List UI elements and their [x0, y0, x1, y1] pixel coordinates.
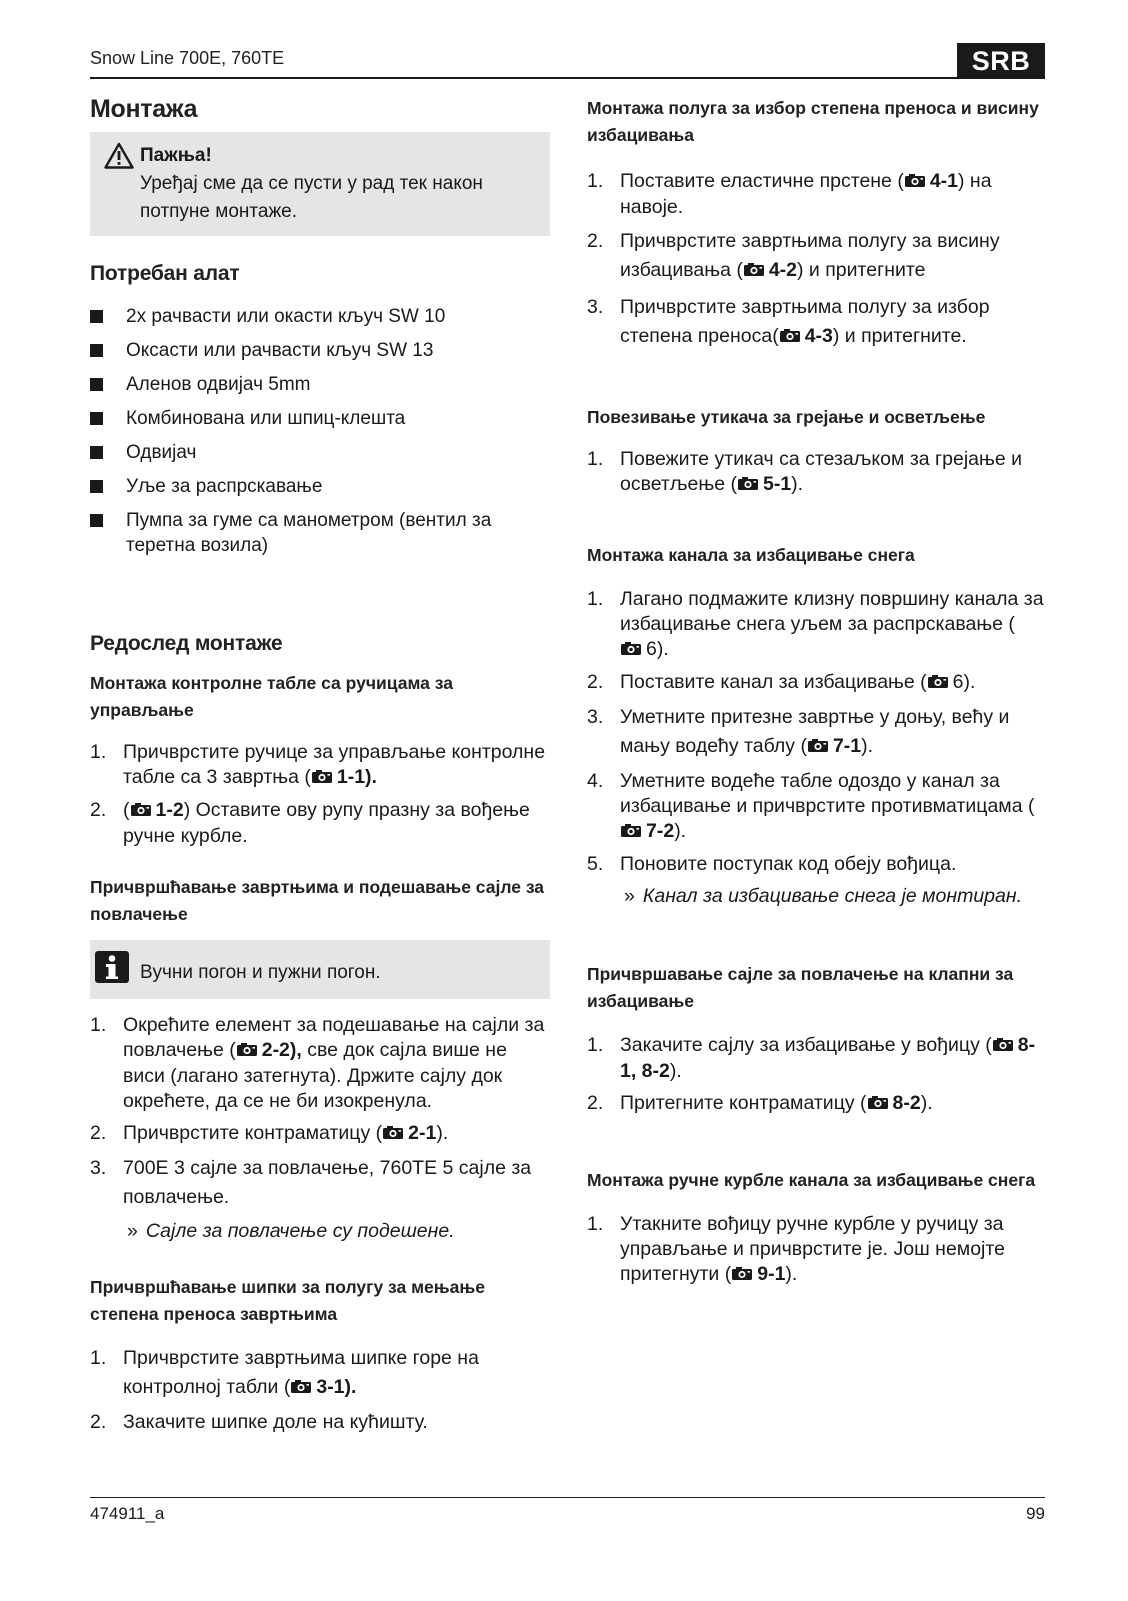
step-number: 1.: [587, 1213, 604, 1235]
result-cable: » Сајле за повлачење су подешене.: [127, 1220, 455, 1242]
step-text: ).: [920, 1092, 933, 1114]
step-number: 2.: [90, 1411, 107, 1433]
tools-heading: Потребан алат: [90, 262, 240, 285]
figure-number: 1-1: [336, 766, 366, 788]
camera-icon: [731, 1263, 753, 1288]
step-text: Утакните вођицу ручне курбле у ручицу за управљање и причврстите је. Још немојте притегнути (: [620, 1213, 1005, 1285]
camera-icon: [927, 671, 949, 696]
figure-number: 6: [952, 671, 964, 693]
figure-reference: [236, 1039, 290, 1061]
step-item: [587, 670, 1045, 696]
header-divider: [90, 77, 1045, 79]
figure-reference: [867, 1092, 921, 1114]
step-text: ).: [436, 1122, 449, 1144]
figure-reference: [779, 325, 833, 347]
step-number: 2.: [587, 230, 604, 252]
figure-reference: [743, 259, 797, 281]
result-chute: » Канал за избацивање снега је монтиран.: [624, 885, 1023, 907]
figure-number: 9-1: [757, 1263, 786, 1285]
tool-item-text: Пумпа за гуме са манометром (вентил за теретна возила): [126, 510, 492, 556]
step-text: Поставите еластичне прстене (: [620, 170, 904, 192]
figure-reference: [382, 1122, 436, 1144]
step-number: 5.: [587, 853, 604, 875]
page-title: Монтажа: [90, 95, 198, 123]
step-item: [587, 447, 1045, 498]
bold-text: ).: [344, 1376, 357, 1398]
bullet-square-icon: [90, 378, 103, 391]
figure-number: 7-1: [832, 735, 862, 757]
document-header-title: Snow Line 700E, 760TE: [90, 48, 285, 68]
step-text: Закачите сајлу за избацивање у вођицу (: [620, 1034, 992, 1056]
camera-icon: [382, 1122, 404, 1147]
figure-reference: [737, 473, 791, 495]
step-text: Причврстите завртњима полугу за висину избацивања (: [620, 230, 1000, 281]
steps-flap: [587, 1033, 1045, 1117]
info-text: Вучни погон и пужни погон.: [140, 962, 381, 983]
step-item: [587, 1212, 1045, 1288]
tool-item: [90, 440, 550, 465]
step-text: Поставите канал за избацивање (: [620, 671, 927, 693]
bold-text: ).: [365, 766, 377, 788]
step-text: Закачите шипке доле на кућишту.: [123, 1411, 428, 1433]
camera-icon: [290, 1374, 312, 1403]
figure-number: 5-1: [762, 473, 792, 495]
camera-icon: [807, 733, 829, 762]
camera-icon: [620, 820, 642, 845]
step-number: 1.: [587, 448, 604, 470]
figure-reference: [620, 820, 674, 842]
steps-chute: [587, 587, 1045, 877]
step-item: [587, 169, 1045, 220]
figure-number: 6: [646, 638, 657, 660]
step-text: ).: [669, 1060, 682, 1082]
steps-rods: [90, 1344, 550, 1435]
figure-number: 1-2: [155, 799, 184, 821]
bullet-square-icon: [90, 446, 103, 459]
steps-panel: [90, 740, 550, 849]
page-number: 99: [1026, 1504, 1045, 1523]
sequence-heading: Редослед монтаже: [90, 632, 283, 655]
figure-reference: [620, 638, 657, 660]
step-text: ).: [791, 473, 804, 495]
section-heading-chute: Монтажа канала за избацивање снега: [587, 545, 915, 565]
figure-number: 8-2: [892, 1092, 921, 1114]
bullet-square-icon: [90, 310, 103, 323]
tool-item: [90, 372, 550, 397]
camera-icon: [311, 766, 333, 791]
steps-crank: [587, 1212, 1045, 1288]
warning-icon: [104, 142, 140, 226]
figure-number: 4-1: [929, 170, 959, 192]
bullet-square-icon: [90, 480, 103, 493]
tool-item-text: Комбинована или шпиц-клешта: [126, 408, 406, 429]
camera-icon: [904, 170, 926, 195]
steps-levers: [587, 169, 1045, 352]
section-heading-cable: Причвршћавање завртњима и подешавање сајле за повлачење: [90, 877, 545, 924]
step-text: Окрећите елемент за подешавање на сајли за повлачење (: [123, 1014, 545, 1061]
step-number: 1.: [90, 1014, 107, 1036]
figure-number: 2-2: [261, 1039, 290, 1061]
step-text: Поновите поступак код обеју вођица.: [620, 853, 957, 875]
figure-number: 3-1: [316, 1376, 345, 1398]
camera-icon: [779, 323, 801, 352]
tool-item-text: Аленов одвијач 5mm: [126, 374, 311, 395]
info-box: [90, 940, 550, 999]
step-number: 1.: [587, 588, 604, 610]
step-item: [587, 852, 1045, 877]
step-item: [587, 1091, 1045, 1117]
figure-number: 4-2: [768, 259, 798, 281]
step-text: (: [123, 799, 130, 821]
step-number: 4.: [587, 770, 604, 792]
section-heading-rods: Причвршћавање шипки за полугу за мењање степена преноса завртњима: [90, 1277, 485, 1324]
bullet-square-icon: [90, 344, 103, 357]
section-heading-levers: Монтажа полуга за избор степена преноса и висину избацивања: [587, 98, 1039, 145]
figure-reference: [130, 799, 184, 821]
step-text: све док сајла више не виси (лагано затегнута). Држите сајлу док окрећете, да се не би изокренула.: [123, 1039, 507, 1112]
step-text: ) и притегните.: [832, 325, 967, 347]
info-icon: [94, 950, 140, 989]
figure-reference: [311, 766, 365, 788]
figure-reference: [904, 170, 958, 192]
tool-item-text: Оксасти или рачвасти кључ SW 13: [126, 340, 434, 361]
bold-text: 8-1, 8-2: [620, 1034, 1036, 1082]
tool-item-text: Уље за распрскавање: [126, 476, 323, 497]
step-text: ).: [656, 638, 669, 660]
step-item: [90, 798, 550, 849]
tool-item: [90, 406, 550, 431]
figure-number: 4-3: [804, 325, 833, 347]
step-text: Повежите утикач са стезаљком за грејање и осветљење (: [620, 448, 1023, 495]
step-item: [90, 1410, 550, 1435]
step-item: [90, 740, 550, 791]
step-number: 3.: [90, 1157, 107, 1179]
bold-text: ),: [289, 1039, 302, 1061]
tools-list: [90, 304, 550, 558]
figure-reference: [927, 671, 964, 693]
section-heading-plug: Повезивање утикача за грејање и осветљење: [587, 407, 986, 427]
step-text: Причврстите контраматицу (: [123, 1122, 383, 1144]
section-heading-panel: Монтажа контролне табле са ручицама за управљање: [90, 673, 453, 720]
step-text: ).: [674, 820, 687, 842]
document-id: 474911_a: [90, 1504, 165, 1523]
step-text: ).: [785, 1263, 798, 1285]
step-text: Причврстите завртњима полугу за избор степена преноса(: [620, 296, 990, 347]
figure-number: 2-1: [408, 1122, 437, 1144]
camera-icon: [236, 1039, 258, 1064]
tool-item: [90, 474, 550, 499]
step-item: [587, 1033, 1045, 1084]
section-heading-flap: Причвршавање сајле за повлачење на клапни за избацивање: [587, 964, 1014, 1011]
steps-cable: [90, 1013, 550, 1212]
step-text: Лагано подмажите клизну површину канала за избацивање снега уљем за распрскавање (: [620, 588, 1044, 635]
step-item: [587, 293, 1045, 352]
step-number: 1.: [90, 1347, 107, 1369]
figure-reference: [807, 735, 861, 757]
step-number: 2.: [587, 671, 604, 693]
bullet-square-icon: [90, 514, 103, 527]
right-column: [587, 95, 1045, 1295]
warning-box: [90, 132, 550, 236]
step-item: [90, 1154, 550, 1212]
language-badge: SRB: [957, 43, 1045, 79]
step-number: 1.: [587, 1034, 604, 1056]
camera-icon: [867, 1092, 889, 1117]
step-text: Причврстите ручице за управљање контролне табле са 3 завртња (: [123, 741, 546, 788]
steps-plug: [587, 447, 1045, 498]
step-number: 2.: [90, 799, 107, 821]
step-number: 1.: [587, 170, 604, 192]
figure-reference: [731, 1263, 785, 1285]
step-item: [587, 587, 1045, 663]
step-item: [90, 1013, 550, 1114]
step-item: [90, 1344, 550, 1403]
warning-text: Уређај сме да се пусти у рад тек након потпуне монтаже.: [140, 173, 483, 222]
camera-icon: [743, 257, 765, 286]
warning-title: Пажња!: [140, 145, 212, 166]
camera-icon: [992, 1034, 1014, 1059]
step-text: ) на навоје.: [620, 170, 992, 218]
figure-reference: [290, 1376, 344, 1398]
figure-number: 7-2: [646, 820, 675, 842]
step-text: 700E 3 сајле за повлачење, 760TE 5 сајле за повлачење.: [123, 1157, 532, 1208]
step-text: Причврстите завртњима шипке горе на контролној табли (: [123, 1347, 479, 1398]
step-text: ).: [963, 671, 976, 693]
step-item: [90, 1121, 550, 1147]
step-text: Уметните водеће табле одоздо у канал за избацивање и причврстите противматицама (: [620, 770, 1035, 817]
step-text: Уметните притезне завртње у доњу, већу и мању водећу таблу (: [620, 706, 1010, 757]
step-item: [587, 227, 1045, 286]
camera-icon: [130, 799, 152, 824]
step-text: ).: [861, 735, 874, 757]
footer-divider: [90, 1497, 1045, 1498]
step-text: ) и притегните: [797, 259, 926, 281]
tool-item: [90, 508, 550, 558]
tool-item: [90, 304, 550, 329]
left-column: [90, 95, 550, 1442]
step-number: 1.: [90, 741, 107, 763]
step-number: 2.: [90, 1122, 107, 1144]
tool-item: [90, 338, 550, 363]
result-cable-text: Сајле за повлачење су подешене.: [145, 1220, 455, 1242]
step-number: 3.: [587, 296, 604, 318]
step-text: ) Оставите ову рупу празну за вођење ручне курбле.: [123, 799, 530, 847]
step-number: 3.: [587, 706, 604, 728]
camera-icon: [737, 473, 759, 498]
step-item: [587, 703, 1045, 762]
result-chute-text: Канал за избацивање снега је монтиран.: [642, 885, 1023, 907]
section-heading-crank: Монтажа ручне курбле канала за избацивање снега: [587, 1170, 1036, 1190]
step-text: Притегните контраматицу (: [620, 1092, 867, 1114]
step-item: [587, 769, 1045, 845]
bullet-square-icon: [90, 412, 103, 425]
tool-item-text: Одвијач: [126, 442, 197, 463]
camera-icon: [620, 638, 642, 663]
tool-item-text: 2x рачвасти или окасти кључ SW 10: [126, 306, 446, 327]
step-number: 2.: [587, 1092, 604, 1114]
